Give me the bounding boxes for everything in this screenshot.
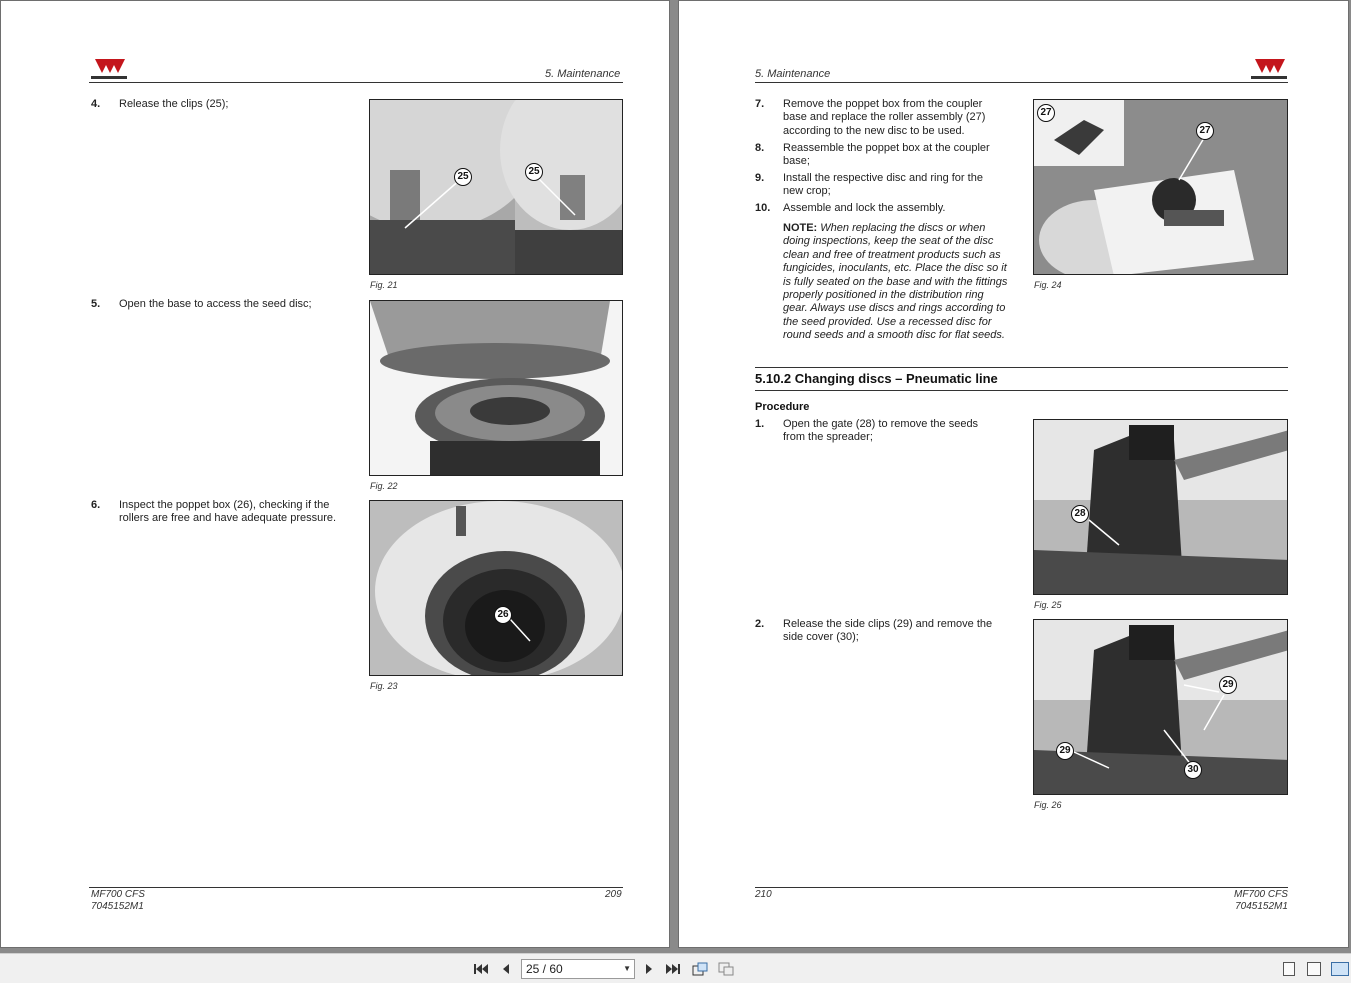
callout-25: 25 bbox=[454, 168, 472, 186]
rotate-alt-icon[interactable] bbox=[717, 961, 735, 977]
viewer-toolbar bbox=[0, 953, 1351, 983]
figure-21-caption: Fig. 21 bbox=[370, 280, 398, 290]
figure-26-image bbox=[1033, 619, 1288, 795]
last-page-icon[interactable] bbox=[664, 961, 682, 977]
first-page-icon[interactable] bbox=[472, 961, 490, 977]
callout-27: 27 bbox=[1037, 104, 1055, 122]
continuous-view-icon[interactable] bbox=[1307, 962, 1321, 976]
brand-logo bbox=[1249, 57, 1289, 83]
two-page-view-icon[interactable] bbox=[1331, 962, 1349, 976]
section-rule-top bbox=[755, 367, 1288, 368]
section-title: 5.10.2 Changing discs – Pneumatic line bbox=[755, 371, 998, 386]
footer-model: MF700 CFS 7045152M1 bbox=[91, 889, 145, 912]
chevron-down-icon[interactable]: ▼ bbox=[623, 964, 631, 973]
figure-25-image bbox=[1033, 419, 1288, 595]
note-block: NOTE: When replacing the discs or when doing inspections, keep the seat of the disc clean and free of treatment products such as fungicides, inoculants, etc. Place the disc so it is fully seated on the base and with the fittings properly positioned in the distribution ring gear. Always use discs and rings according to the seed provided. Use a recessed disc for round seeds and a smooth disc for flat seeds. bbox=[783, 222, 1008, 342]
procedure-label: Procedure bbox=[755, 401, 810, 413]
header-section: 5. Maintenance bbox=[755, 68, 831, 80]
callout-30: 30 bbox=[1184, 761, 1202, 779]
footer-page-number: 209 bbox=[605, 889, 622, 900]
rotate-icon[interactable] bbox=[691, 961, 709, 977]
figure-24-image bbox=[1033, 99, 1288, 275]
page-number-input[interactable]: 25 / 60 ▼ bbox=[521, 959, 635, 979]
figure-26-caption: Fig. 26 bbox=[1034, 800, 1062, 810]
figure-24-caption: Fig. 24 bbox=[1034, 280, 1062, 290]
prev-page-icon[interactable] bbox=[497, 961, 515, 977]
figure-22-caption: Fig. 22 bbox=[370, 481, 398, 491]
page-209: 5. Maintenance 4. Release the clips (25); 25 25 Fig. 21 5. Open the base to access the seed disc; Fig. 22 6. Inspect the poppet box (26), checking if the rollers are free and have adequate pressure. 26 Fig. 23 MF700 CFS 7045152M1 209 bbox=[0, 0, 670, 948]
callout-25: 25 bbox=[525, 163, 543, 181]
page-210: 5. Maintenance 7. Remove the poppet box from the coupler base and replace the roller assembly (27) according to the new disc to be used. 8. Reassemble the poppet box at the coupler base; 9. Install the respective disc and ring for the new crop; 10. Assemble and lock the assembly. NOTE: When replacing the discs or when doing inspections, keep the seat of the disc clean and free of treatment products such as fungicides, inoculants, etc. Place the disc so it is fully seated on the base and with the fittings properly positioned in the distribution ring gear. Always use discs and rings according to the seed provided. Use a recessed disc for round seeds and a smooth disc for flat seeds. 27 27 Fig. 24 5.10.2 Changing discs – Pneumatic line Procedure 1. Open the gate (28) to remove the seeds from the spreader; 28 Fig. 25 2. Release the side clips (29) and remove the side cover (30); 29 29 30 Fig. 26 210 MF700 CFS 7045152M1 bbox=[678, 0, 1349, 948]
next-page-icon[interactable] bbox=[640, 961, 658, 977]
footer-rule bbox=[755, 887, 1288, 888]
footer-model: MF700 CFS 7045152M1 bbox=[1234, 889, 1288, 912]
header-rule bbox=[89, 82, 623, 83]
figure-23-caption: Fig. 23 bbox=[370, 681, 398, 691]
figure-22-image bbox=[369, 300, 623, 476]
header-section: 5. Maintenance bbox=[545, 68, 621, 80]
figure-23-image bbox=[369, 500, 623, 676]
callout-29: 29 bbox=[1056, 742, 1074, 760]
section-rule-bottom bbox=[755, 390, 1288, 391]
callout-28: 28 bbox=[1071, 505, 1089, 523]
figure-25-caption: Fig. 25 bbox=[1034, 600, 1062, 610]
callout-26: 26 bbox=[494, 606, 512, 624]
brand-logo bbox=[89, 57, 129, 83]
footer-page-number: 210 bbox=[755, 889, 772, 900]
callout-29: 29 bbox=[1219, 676, 1237, 694]
header-rule bbox=[755, 82, 1288, 83]
callout-27: 27 bbox=[1196, 122, 1214, 140]
figure-21-image bbox=[369, 99, 623, 275]
footer-rule bbox=[89, 887, 623, 888]
single-page-view-icon[interactable] bbox=[1283, 962, 1295, 976]
